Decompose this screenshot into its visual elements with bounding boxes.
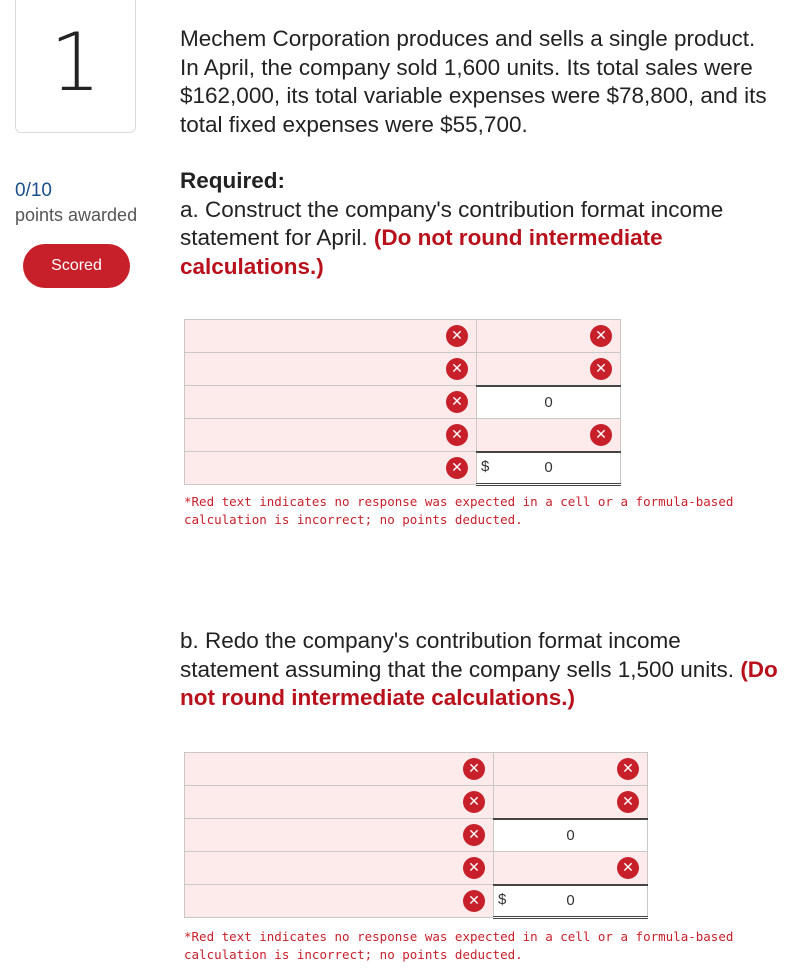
- close-x-icon: ✕: [446, 325, 468, 347]
- required-heading: Required:: [180, 168, 286, 193]
- table-row: [185, 452, 621, 485]
- amount-input[interactable]: [477, 386, 621, 419]
- close-x-icon: ✕: [446, 358, 468, 380]
- close-x-icon: ✕: [590, 424, 612, 446]
- intro-line: $162,000, its total variable expenses were $78,800, and its: [180, 83, 767, 108]
- part-b-instruction: not round intermediate calculations.): [180, 685, 576, 710]
- close-x-icon: ✕: [446, 424, 468, 446]
- amount-input[interactable]: [494, 819, 648, 852]
- amount-input[interactable]: [477, 452, 621, 485]
- points-score: 0/10: [15, 180, 52, 201]
- part-b-line: b. Redo the company's contribution format income: [180, 628, 681, 653]
- close-x-icon: ✕: [463, 758, 485, 780]
- part-a-instruction: (Do not round intermediate: [373, 225, 663, 250]
- label-input[interactable]: [185, 386, 477, 419]
- note-line: *Red text indicates no response was expected in a cell or a formula-based: [184, 494, 734, 509]
- note-line: calculation is incorrect; no points deducted.: [184, 512, 523, 527]
- label-input[interactable]: [185, 786, 494, 819]
- part-b-line: statement assuming that the company sells 1,500 units.: [180, 656, 741, 682]
- intro-line: In April, the company sold 1,600 units. Its total sales were: [180, 54, 753, 80]
- income-statement-table-b: [184, 752, 648, 919]
- label-input[interactable]: [185, 320, 477, 353]
- close-x-icon: ✕: [446, 391, 468, 413]
- points-label: points awarded: [15, 205, 138, 225]
- dollar-sign: $: [498, 890, 507, 908]
- amount-input[interactable]: [494, 753, 648, 786]
- table-row: [185, 885, 648, 918]
- close-x-icon: ✕: [617, 758, 639, 780]
- close-x-icon: ✕: [617, 857, 639, 879]
- amount-value: 0: [544, 459, 553, 477]
- close-x-icon: ✕: [463, 824, 485, 846]
- part-a-prompt: [180, 167, 723, 281]
- table-row: [185, 786, 648, 819]
- grading-note: [184, 493, 733, 529]
- scored-button[interactable]: Scored: [23, 244, 130, 288]
- label-input[interactable]: [185, 452, 477, 485]
- amount-value: 0: [544, 393, 553, 411]
- amount-input[interactable]: [494, 852, 648, 885]
- amount-input[interactable]: [477, 320, 621, 353]
- table-row: [185, 320, 621, 353]
- table-row: [185, 386, 621, 419]
- part-a-line: statement for April.: [180, 225, 374, 250]
- table-row: [185, 753, 648, 786]
- close-x-icon: ✕: [590, 358, 612, 380]
- part-a-instruction: calculations.): [180, 253, 324, 279]
- note-line: *Red text indicates no response was expected in a cell or a formula-based: [184, 929, 734, 944]
- question-intro: [180, 25, 767, 139]
- amount-input[interactable]: [494, 885, 648, 918]
- table-row: [185, 852, 648, 885]
- table-row: [185, 819, 648, 852]
- table-row: [185, 419, 621, 452]
- close-x-icon: ✕: [590, 325, 612, 347]
- part-b-instruction: (Do: [740, 656, 778, 682]
- part-b-prompt: [180, 627, 778, 713]
- amount-input[interactable]: [477, 419, 621, 452]
- income-statement-table-a: [184, 319, 621, 486]
- close-x-icon: ✕: [617, 791, 639, 813]
- close-x-icon: ✕: [463, 857, 485, 879]
- part-a-line: a. Construct the company's contribution format income: [180, 196, 724, 222]
- amount-value: 0: [566, 892, 575, 910]
- grading-note: [184, 928, 733, 964]
- amount-value: 0: [566, 826, 575, 844]
- label-input[interactable]: [185, 419, 477, 452]
- intro-line: total fixed expenses were $55,700.: [180, 111, 528, 137]
- note-line: calculation is incorrect; no points deducted.: [184, 947, 523, 962]
- close-x-icon: ✕: [463, 791, 485, 813]
- close-x-icon: ✕: [463, 890, 485, 912]
- label-input[interactable]: [185, 852, 494, 885]
- dollar-sign: $: [481, 457, 490, 475]
- question-number: 1: [15, 0, 136, 133]
- amount-input[interactable]: [494, 786, 648, 819]
- label-input[interactable]: [185, 885, 494, 918]
- label-input[interactable]: [185, 753, 494, 786]
- label-input[interactable]: [185, 819, 494, 852]
- label-input[interactable]: [185, 353, 477, 386]
- table-row: [185, 353, 621, 386]
- close-x-icon: ✕: [446, 457, 468, 479]
- amount-input[interactable]: [477, 353, 621, 386]
- intro-line: Mechem Corporation produces and sells a single product.: [180, 26, 756, 51]
